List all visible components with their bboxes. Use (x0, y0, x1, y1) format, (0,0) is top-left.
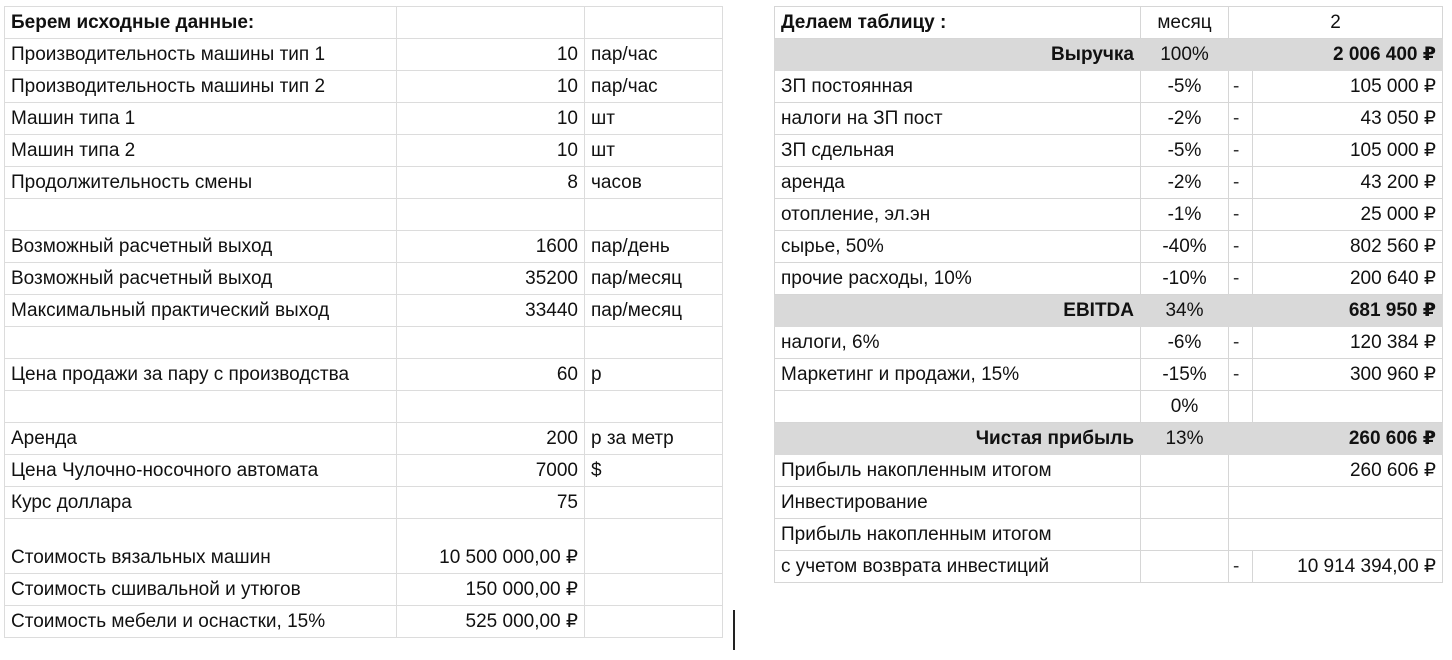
table-row (775, 231, 1443, 263)
cell[interactable] (1141, 551, 1229, 583)
cell-cursor-divider (733, 610, 735, 650)
param-value[interactable] (397, 327, 585, 359)
table-row (775, 7, 1443, 39)
param-value[interactable] (397, 391, 585, 423)
table-row (775, 519, 1443, 551)
param-unit[interactable]: пар/день (585, 231, 723, 263)
expense-pct[interactable]: -40% (1141, 231, 1229, 263)
revenue-row (775, 39, 1443, 71)
return-value[interactable]: 10 914 394,00 ₽ (1253, 551, 1443, 583)
expense-pct[interactable]: -5% (1141, 135, 1229, 167)
cumulative-value[interactable]: 260 606 ₽ (1229, 455, 1443, 487)
expense-sign[interactable]: - (1229, 103, 1253, 135)
cell[interactable] (1229, 487, 1443, 519)
expense-sign[interactable]: - (1229, 71, 1253, 103)
table-row (5, 167, 723, 199)
expense-sign[interactable]: - (1229, 263, 1253, 295)
expense-label[interactable]: аренда (775, 167, 1141, 199)
table-row (775, 103, 1443, 135)
net-profit-row-pct[interactable]: 13% (1141, 423, 1229, 455)
ebitda-row-pct[interactable]: 34% (1141, 295, 1229, 327)
table-row (5, 263, 723, 295)
table-row (5, 487, 723, 519)
month-label[interactable]: месяц (1141, 7, 1229, 39)
param-label[interactable]: Машин типа 2 (5, 135, 397, 167)
month-value[interactable]: 2 (1229, 7, 1443, 39)
cost-label[interactable]: Стоимость сшивальной и утюгов (5, 574, 397, 606)
expense-value[interactable]: 802 560 ₽ (1253, 231, 1443, 263)
expense-value[interactable]: 300 960 ₽ (1253, 359, 1443, 391)
param-label[interactable] (5, 199, 397, 231)
expense-value[interactable]: 43 050 ₽ (1253, 103, 1443, 135)
cost-value[interactable]: 10 500 000,00 ₽ (397, 519, 585, 574)
expense-pct[interactable]: -2% (1141, 167, 1229, 199)
param-value[interactable]: 10 (397, 135, 585, 167)
cell[interactable] (1141, 519, 1229, 551)
expense-pct[interactable]: -2% (1141, 103, 1229, 135)
cell[interactable] (1141, 455, 1229, 487)
expense-label[interactable]: прочие расходы, 10% (775, 263, 1141, 295)
cumulative-label[interactable]: Прибыль накопленным итогом (775, 455, 1141, 487)
expense-label[interactable]: налоги, 6% (775, 327, 1141, 359)
expense-sign[interactable]: - (1229, 231, 1253, 263)
table-row (5, 606, 723, 638)
table-row (775, 391, 1443, 423)
expense-value[interactable]: 43 200 ₽ (1253, 167, 1443, 199)
table-row (5, 574, 723, 606)
expense-value[interactable]: 105 000 ₽ (1253, 71, 1443, 103)
expense-value[interactable]: 25 000 ₽ (1253, 199, 1443, 231)
param-unit[interactable]: $ (585, 455, 723, 487)
param-value[interactable]: 35200 (397, 263, 585, 295)
expense-pct[interactable]: -5% (1141, 71, 1229, 103)
param-value[interactable]: 10 (397, 103, 585, 135)
ebitda-row (775, 295, 1443, 327)
net-profit-row (775, 423, 1443, 455)
cell[interactable] (585, 519, 723, 574)
expense-value[interactable]: 120 384 ₽ (1253, 327, 1443, 359)
expense-value[interactable]: 200 640 ₽ (1253, 263, 1443, 295)
param-label[interactable]: Аренда (5, 423, 397, 455)
expense-label[interactable]: Маркетинг и продажи, 15% (775, 359, 1141, 391)
revenue-value[interactable]: 2 006 400 ₽ (1229, 39, 1443, 71)
table-row (5, 359, 723, 391)
revenue-pct[interactable]: 100% (1141, 39, 1229, 71)
expense-sign[interactable]: - (1229, 327, 1253, 359)
expense-label[interactable]: сырье, 50% (775, 231, 1141, 263)
ebitda-row-label[interactable]: EBITDA (775, 295, 1141, 327)
param-unit[interactable] (585, 391, 723, 423)
cost-value[interactable]: 525 000,00 ₽ (397, 606, 585, 638)
cost-label[interactable]: Стоимость вязальных машин (5, 519, 397, 574)
table-row (5, 7, 723, 39)
param-unit[interactable]: шт (585, 135, 723, 167)
expense-sign[interactable]: - (1229, 167, 1253, 199)
param-value[interactable]: 10 (397, 39, 585, 71)
table-row (5, 519, 723, 574)
expense-pct[interactable]: 0% (1141, 391, 1229, 423)
param-label[interactable]: Цена Чулочно-носочного автомата (5, 455, 397, 487)
expense-sign[interactable]: - (1229, 359, 1253, 391)
param-value[interactable]: 75 (397, 487, 585, 519)
table-row (5, 103, 723, 135)
pnl-table (774, 6, 1443, 583)
cell[interactable] (585, 606, 723, 638)
param-label[interactable]: Курс доллара (5, 487, 397, 519)
table-row (5, 199, 723, 231)
cell[interactable] (1229, 519, 1443, 551)
table-row (5, 423, 723, 455)
expense-sign[interactable] (1229, 391, 1253, 423)
table-row (5, 455, 723, 487)
param-label[interactable]: Производительность машины тип 2 (5, 71, 397, 103)
param-unit[interactable] (585, 327, 723, 359)
param-label[interactable]: Максимальный практический выход (5, 295, 397, 327)
table-row (5, 71, 723, 103)
net-profit-row-label[interactable]: Чистая прибыль (775, 423, 1141, 455)
cell[interactable] (585, 7, 723, 39)
cell[interactable] (1141, 487, 1229, 519)
expense-pct[interactable]: -15% (1141, 359, 1229, 391)
table-row (775, 263, 1443, 295)
cost-label[interactable]: Стоимость мебели и оснастки, 15% (5, 606, 397, 638)
param-unit[interactable]: р за метр (585, 423, 723, 455)
param-unit[interactable]: пар/месяц (585, 295, 723, 327)
expense-label[interactable]: ЗП постоянная (775, 71, 1141, 103)
net-profit-row-value[interactable]: 260 606 ₽ (1229, 423, 1443, 455)
expense-label[interactable]: ЗП сдельная (775, 135, 1141, 167)
param-label[interactable]: Продолжительность смены (5, 167, 397, 199)
expense-label[interactable]: отопление, эл.эн (775, 199, 1141, 231)
cell[interactable] (397, 7, 585, 39)
param-label[interactable]: Цена продажи за пару с производства (5, 359, 397, 391)
revenue-label[interactable]: Выручка (775, 39, 1141, 71)
param-unit[interactable]: пар/час (585, 39, 723, 71)
table-row (775, 359, 1443, 391)
table-row (5, 295, 723, 327)
expense-pct[interactable]: -6% (1141, 327, 1229, 359)
param-label[interactable]: Производительность машины тип 1 (5, 39, 397, 71)
table-row (775, 135, 1443, 167)
table-row (5, 39, 723, 71)
param-unit[interactable]: р (585, 359, 723, 391)
return-label-line1[interactable]: Прибыль накопленным итогом (775, 519, 1141, 551)
pnl-sheet (774, 6, 1443, 583)
param-label[interactable]: Машин типа 1 (5, 103, 397, 135)
param-unit[interactable]: часов (585, 167, 723, 199)
expense-value[interactable]: 105 000 ₽ (1253, 135, 1443, 167)
param-value[interactable]: 7000 (397, 455, 585, 487)
table-row (775, 71, 1443, 103)
table-row (5, 391, 723, 423)
param-value[interactable]: 200 (397, 423, 585, 455)
return-sign[interactable]: - (1229, 551, 1253, 583)
table-row (775, 487, 1443, 519)
table-row (775, 327, 1443, 359)
cell[interactable] (585, 574, 723, 606)
param-unit[interactable]: пар/месяц (585, 263, 723, 295)
table-row (775, 167, 1443, 199)
table-row (5, 231, 723, 263)
param-unit[interactable] (585, 199, 723, 231)
cost-value[interactable]: 150 000,00 ₽ (397, 574, 585, 606)
table-row (775, 199, 1443, 231)
param-unit[interactable]: шт (585, 103, 723, 135)
expense-pct[interactable]: -10% (1141, 263, 1229, 295)
param-value[interactable]: 1600 (397, 231, 585, 263)
pnl-title[interactable]: Делаем таблицу : (775, 7, 1141, 39)
param-label[interactable]: Возможный расчетный выход (5, 231, 397, 263)
expense-sign[interactable]: - (1229, 199, 1253, 231)
investment-label[interactable]: Инвестирование (775, 487, 1141, 519)
param-value[interactable]: 60 (397, 359, 585, 391)
source-data-table (4, 6, 723, 638)
source-data-sheet (4, 6, 723, 638)
table-row (5, 327, 723, 359)
table-row (5, 135, 723, 167)
param-unit[interactable]: пар/час (585, 71, 723, 103)
table-row (775, 551, 1443, 583)
return-label-line2[interactable]: с учетом возврата инвестиций (775, 551, 1141, 583)
ebitda-row-value[interactable]: 681 950 ₽ (1229, 295, 1443, 327)
expense-label[interactable] (775, 391, 1141, 423)
param-value[interactable] (397, 199, 585, 231)
param-label[interactable] (5, 327, 397, 359)
expense-sign[interactable]: - (1229, 135, 1253, 167)
source-data-title[interactable]: Берем исходные данные: (5, 7, 397, 39)
param-unit[interactable] (585, 487, 723, 519)
param-label[interactable]: Возможный расчетный выход (5, 263, 397, 295)
expense-value[interactable] (1253, 391, 1443, 423)
param-label[interactable] (5, 391, 397, 423)
table-row (775, 455, 1443, 487)
param-value[interactable]: 10 (397, 71, 585, 103)
param-value[interactable]: 8 (397, 167, 585, 199)
param-value[interactable]: 33440 (397, 295, 585, 327)
expense-label[interactable]: налоги на ЗП пост (775, 103, 1141, 135)
expense-pct[interactable]: -1% (1141, 199, 1229, 231)
